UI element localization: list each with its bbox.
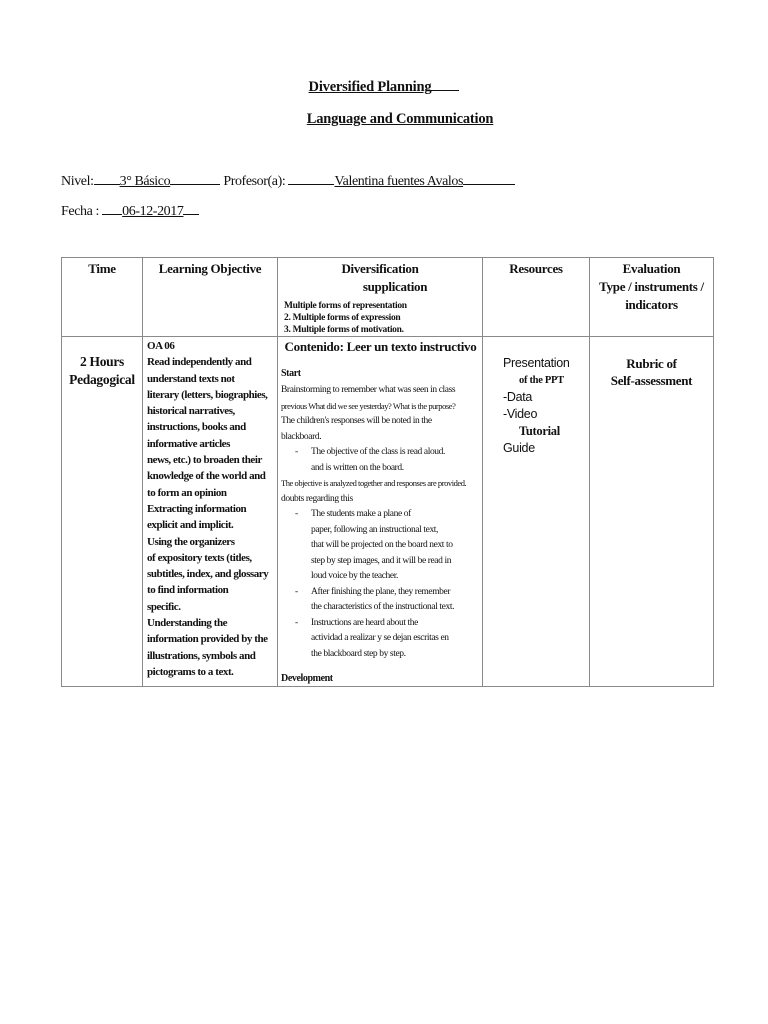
header-diversification-line2: supplication <box>362 279 428 294</box>
bullet-item <box>281 445 480 476</box>
nivel-value: 3° Básico <box>119 174 171 189</box>
nivel-profesor-line <box>61 172 515 190</box>
header-objective <box>143 258 278 337</box>
objective-line: news, etc.) to broaden their <box>147 454 262 467</box>
profesor-value: Valentina fuentes Avalos <box>334 174 464 189</box>
bullet-text <box>311 507 480 585</box>
evaluation-line2: Self-assessment <box>610 373 693 388</box>
bullet-line: Instructions are heard about the <box>311 617 418 628</box>
diversification-form-2: 2. Multiple forms of expression <box>284 313 401 323</box>
header-time <box>62 258 143 337</box>
evaluation-line1: Rubric of <box>626 356 677 371</box>
bullet-line: the blackboard step by step. <box>311 648 406 659</box>
planning-table <box>61 257 714 687</box>
objective-line: knowledge of the world and <box>147 470 266 483</box>
bullet-line: actividad a realizar y se dejan escritas en <box>311 633 449 643</box>
bullet-item <box>281 616 480 663</box>
objective-line: instructions, books and <box>147 421 246 434</box>
header-resources <box>483 258 590 337</box>
diversification-form-3: 3. Multiple forms of motivation. <box>284 325 404 335</box>
objective-line: illustrations, symbols and <box>147 649 256 662</box>
dash-bullet: - <box>295 509 298 519</box>
objective-line: historical narratives, <box>147 405 235 418</box>
bullet-line: and is written on the board. <box>311 462 404 473</box>
bullet-line: the characteristics of the instructional text. <box>311 602 455 612</box>
objective-line: explicit and implicit. <box>147 519 234 532</box>
resource-ppt: of the PPT <box>519 375 564 386</box>
doubts-line: doubts regarding this <box>281 493 353 504</box>
bullet-line: paper, following an instructional text, <box>311 524 439 535</box>
dash-bullet: - <box>295 447 298 457</box>
objective-line: Extracting information <box>147 502 247 515</box>
start-line: Brainstorming to remember what was seen in class <box>281 385 456 395</box>
resource-data: -Data <box>503 390 533 404</box>
blank-line <box>463 172 515 185</box>
document-subtitle <box>0 111 768 128</box>
start-paragraph <box>281 383 480 445</box>
objective-line: understand texts not <box>147 372 235 385</box>
bullet-line: The objective of the class is read aloud. <box>311 447 445 457</box>
header-resources-text: Resources <box>509 261 563 276</box>
bullet-text <box>311 585 480 616</box>
table-row <box>62 337 714 687</box>
evaluation-cell <box>590 337 714 687</box>
resource-guide: Guide <box>503 441 535 455</box>
profesor-label: Profesor(a): <box>223 174 286 189</box>
objective-cell <box>143 337 278 687</box>
bullet-line: loud voice by the teacher. <box>311 571 398 581</box>
time-cell <box>62 337 143 687</box>
bullet-line: that will be projected on the board next to <box>311 540 453 550</box>
bullet-item <box>281 585 480 616</box>
bullet-line: step by step images, and it will be read in <box>311 555 452 566</box>
document-title <box>0 78 768 96</box>
objective-line: pictograms to a text. <box>147 665 234 678</box>
dash-bullet: - <box>295 617 298 628</box>
bullet-line: After finishing the plane, they remember <box>311 586 451 597</box>
objective-line: specific. <box>147 600 181 613</box>
bullet-text <box>311 616 480 663</box>
resource-video: -Video <box>503 407 538 421</box>
fecha-line <box>61 202 199 220</box>
bullet-text <box>311 445 480 476</box>
header-evaluation-line1: Evaluation <box>622 261 681 276</box>
nivel-label: Nivel: <box>61 174 94 189</box>
objective-line: to find information <box>147 584 229 597</box>
development-label: Development <box>281 673 333 684</box>
fecha-label: Fecha : <box>61 204 100 219</box>
objective-line: literary (letters, biographies, <box>147 388 268 401</box>
diversification-form-1: Multiple forms of representation <box>284 301 407 311</box>
objective-line: OA 06 <box>147 340 175 352</box>
objective-line: subtitles, index, and glossary <box>147 568 269 581</box>
objective-line: information provided by the <box>147 633 268 646</box>
diversification-forms-list <box>278 300 482 336</box>
header-objective-text: Learning Objective <box>158 261 262 276</box>
table-header-row <box>62 258 714 337</box>
start-line: blackboard. <box>281 431 322 442</box>
time-line1: 2 Hours <box>79 354 125 369</box>
header-diversification-line1: Diversification <box>341 261 419 276</box>
header-diversification <box>278 258 483 337</box>
objective-line: Using the organizers <box>147 535 235 548</box>
objective-line: Read independently and <box>147 356 252 369</box>
blank-line <box>170 172 220 185</box>
bullet-item <box>281 507 480 585</box>
header-time-text: Time <box>88 261 116 276</box>
content-title: Contenido: Leer un texto instructivo <box>284 339 477 354</box>
time-line2: Pedagogical <box>69 372 135 387</box>
objective-line: to form an opinion <box>147 486 227 499</box>
start-line: previous What did we see yesterday? What is the purpose? <box>281 400 456 411</box>
title-text: Diversified Planning <box>308 79 432 95</box>
resource-tutorial: Tutorial <box>519 424 560 438</box>
blank-line <box>102 202 122 215</box>
subtitle-text: Language and Communication <box>306 111 494 127</box>
analyzed-line: The objective is analyzed together and responses are provided. <box>281 478 467 488</box>
header-evaluation-line2: Type / instruments / <box>599 279 704 294</box>
diversification-cell <box>278 337 483 687</box>
fecha-value: 06-12-2017 <box>122 204 184 219</box>
resources-cell <box>483 337 590 687</box>
objective-line: informative articles <box>147 437 230 450</box>
blank-line <box>183 202 199 215</box>
header-evaluation <box>590 258 714 337</box>
objective-lines <box>147 338 273 680</box>
dash-bullet: - <box>295 586 298 597</box>
objective-line: of expository texts (titles, <box>147 551 252 564</box>
title-underline <box>431 78 459 91</box>
header-evaluation-line3: indicators <box>625 297 678 312</box>
bullet-line: The students make a plane of <box>311 509 411 519</box>
resource-presentation: Presentation <box>503 356 570 370</box>
start-line: The children's responses will be noted in the <box>281 416 432 426</box>
blank-line <box>288 172 334 185</box>
blank-line <box>94 172 120 185</box>
objective-line: Understanding the <box>147 617 228 630</box>
start-label: Start <box>281 368 301 379</box>
